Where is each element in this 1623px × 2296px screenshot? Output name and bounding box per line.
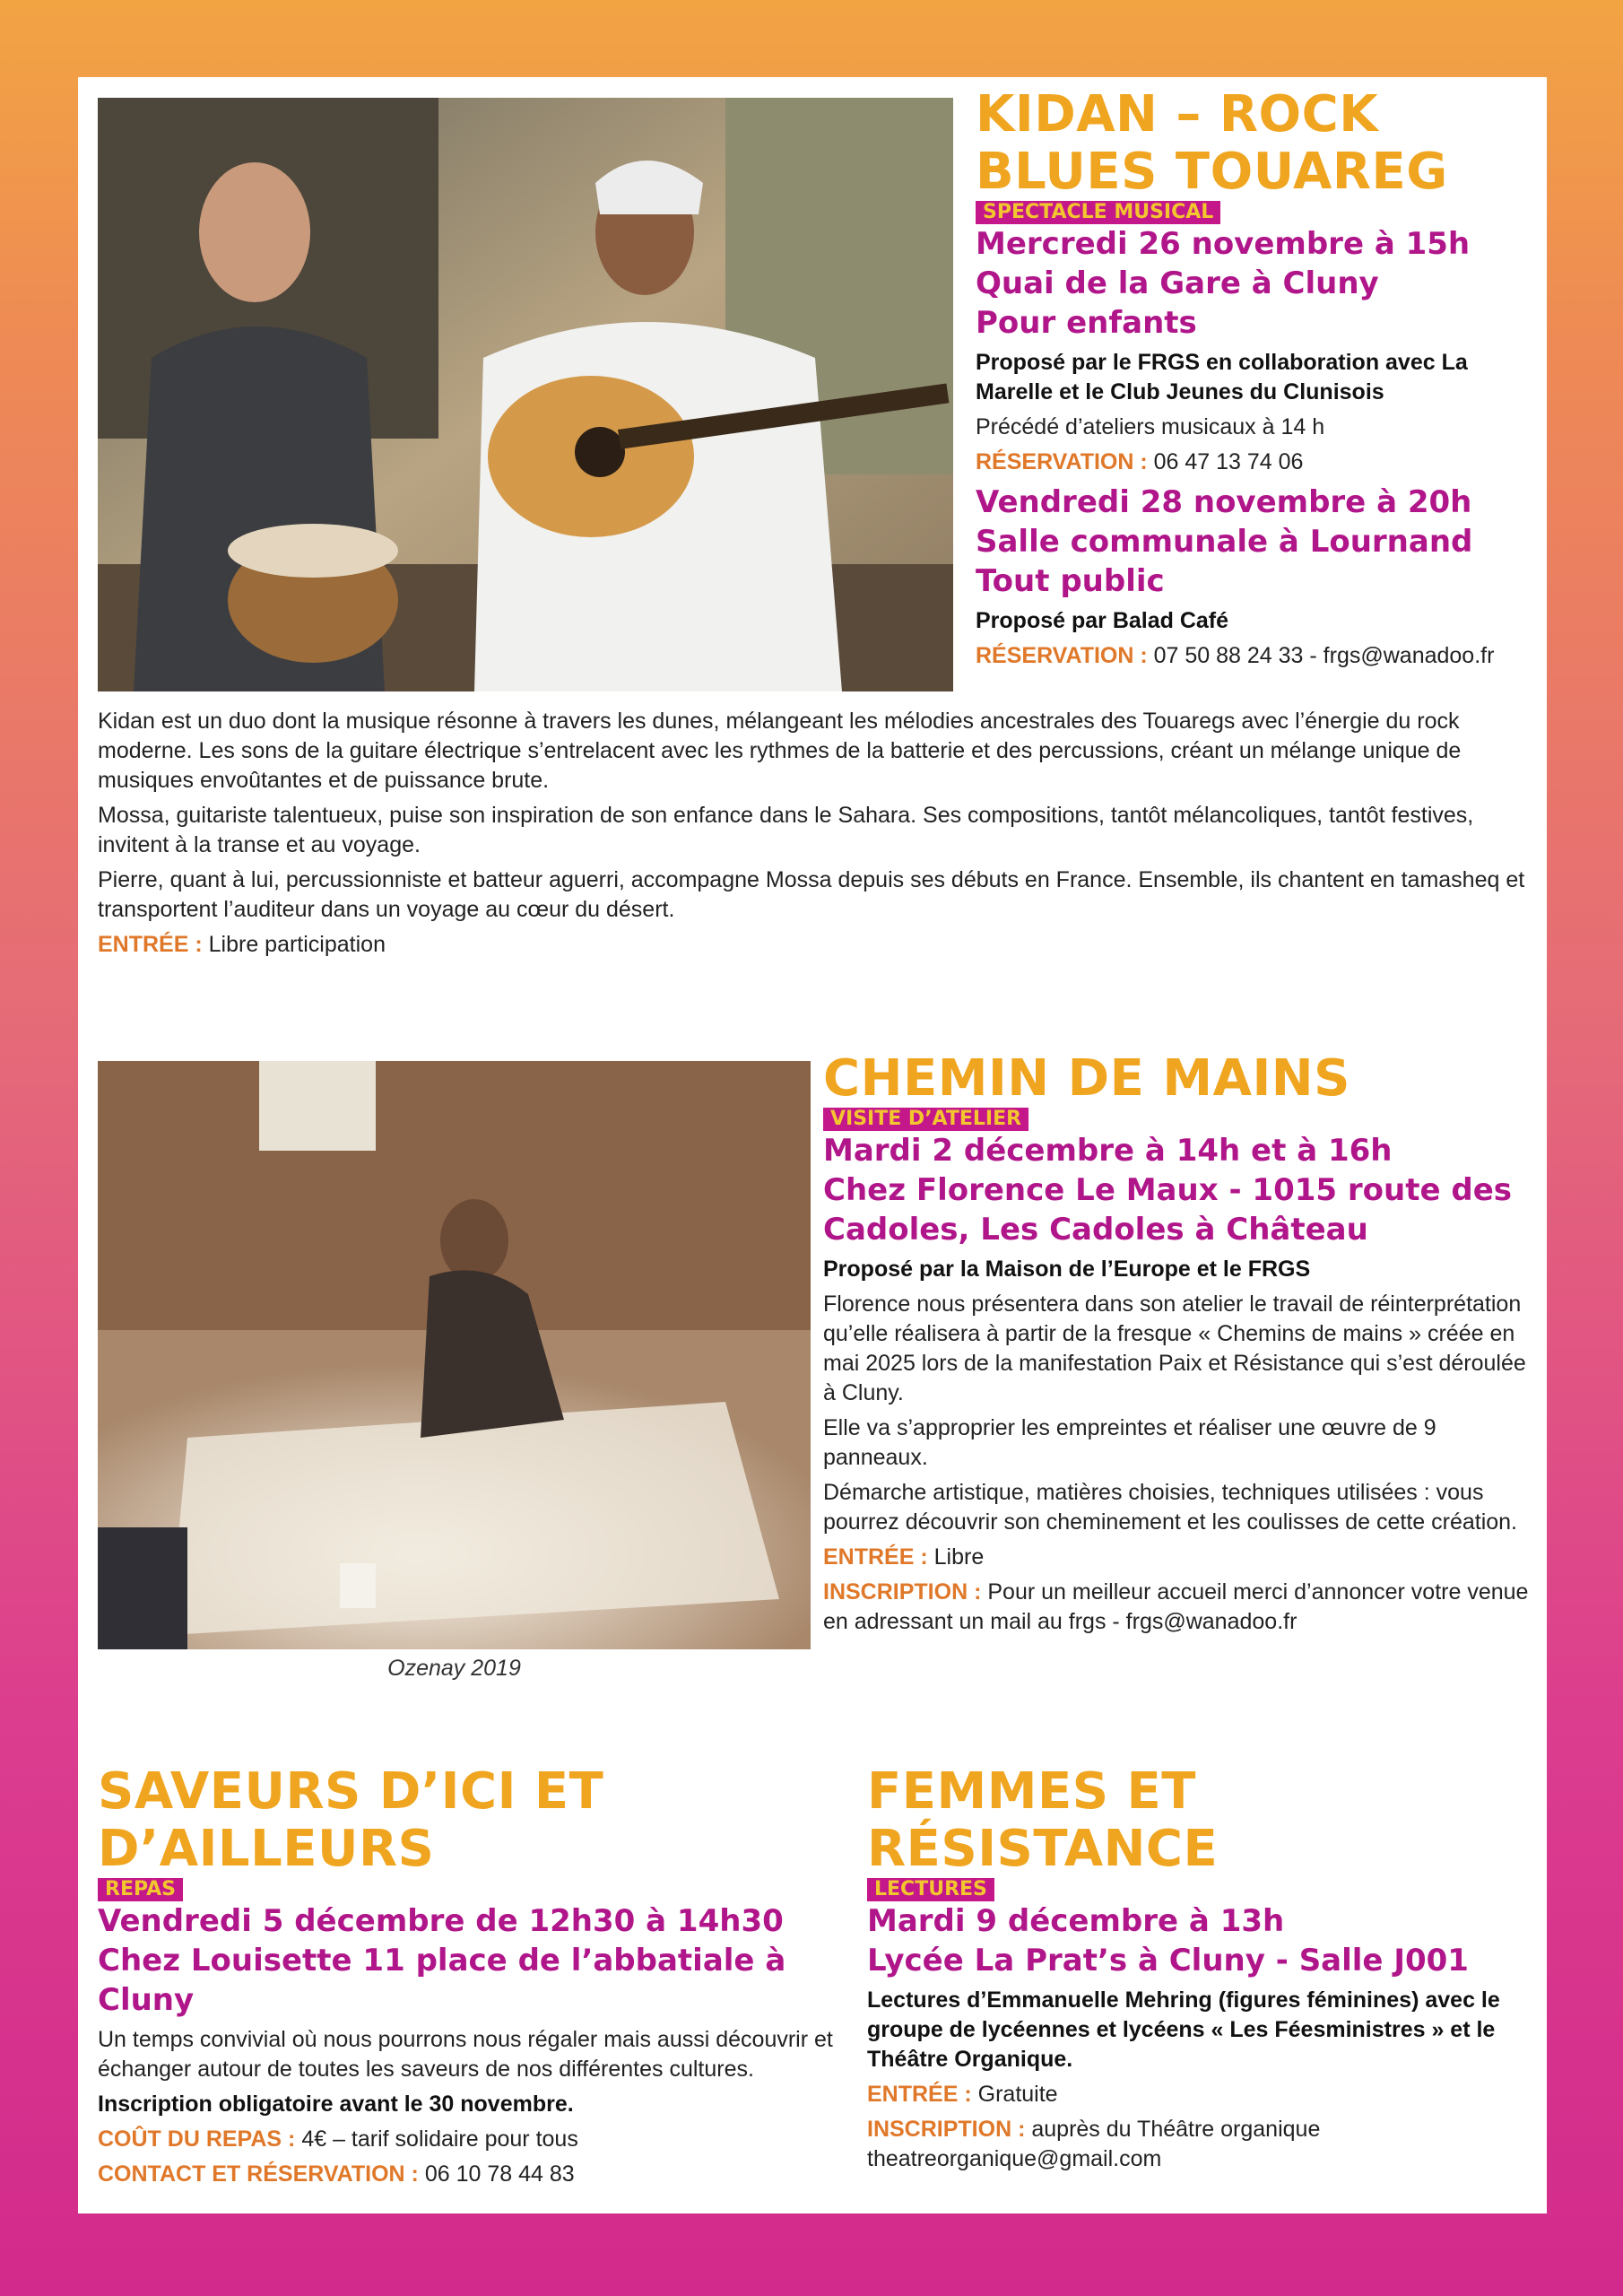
femmes-inscription xyxy=(867,2115,1535,2174)
inscription-value: Pour un meilleur accueil merci d’annoncer votre venue en adressant un mail au frgs - frgs@wanadoo.fr xyxy=(823,1579,1529,1634)
inscription-value: auprès du Théâtre organique theatreorganique@gmail.com xyxy=(867,2117,1321,2171)
saveurs-cost xyxy=(98,2125,842,2154)
kidan-audience1: Pour enfants xyxy=(976,305,1197,341)
kidan-proposed2: Proposé par Balad Café xyxy=(976,608,1229,633)
kidan-audience2: Tout public xyxy=(976,563,1165,599)
cost-label: COÛT DU REPAS : xyxy=(98,2126,296,2152)
kidan-photo xyxy=(98,98,953,691)
entry-label: ENTRÉE : xyxy=(98,932,203,957)
chemin-date: Mardi 2 décembre à 14h et à 16h xyxy=(823,1133,1393,1169)
entry-value: Libre participation xyxy=(208,932,386,957)
femmes-title-line1: FEMMES ET xyxy=(867,1762,1196,1821)
saveurs-title-line2: D’AILLEURS xyxy=(98,1820,435,1878)
saveurs-tag: REPAS xyxy=(98,1878,183,1901)
saveurs-title-line1: SAVEURS D’ICI ET xyxy=(98,1762,604,1821)
reservation-phone: 06 47 13 74 06 xyxy=(1153,449,1304,474)
cost-value: 4€ – tarif solidaire pour tous xyxy=(301,2126,578,2152)
contact-value: 06 10 78 44 83 xyxy=(424,2161,575,2187)
reservation-contact: 07 50 88 24 33 - frgs@wanadoo.fr xyxy=(1153,643,1495,668)
femmes-section xyxy=(867,1763,1535,2179)
kidan-date2: Vendredi 28 novembre à 20h xyxy=(976,484,1472,520)
chemin-entry xyxy=(823,1543,1533,1572)
reservation-label: RÉSERVATION : xyxy=(976,449,1148,474)
entry-value: Gratuite xyxy=(977,2082,1058,2107)
atelier-image xyxy=(98,1061,811,1649)
kidan-title-line2: BLUES TOUAREG xyxy=(976,143,1448,201)
kidan-entry xyxy=(98,930,1532,960)
saveurs-contact xyxy=(98,2160,842,2189)
chemin-photo-caption: Ozenay 2019 xyxy=(387,1656,521,1681)
chemin-desc2: Elle va s’approprier les empreintes et réaliser une œuvre de 9 panneaux. xyxy=(823,1415,1436,1470)
kidan-desc1: Kidan est un duo dont la musique résonne à travers les dunes, mélangeant les mélodies ancestrales des Touaregs avec l’énergie du rock moderne. Les sons de la guitare électrique s’entrelacent avec les rythmes de la batterie et des percussions, créant un mélange unique de musiques envoûtantes et de puissance brute. xyxy=(98,709,1462,793)
chemin-info xyxy=(823,1050,1533,1642)
saveurs-mandatory: Inscription obligatoire avant le 30 novembre. xyxy=(98,2092,574,2117)
flyer-panel xyxy=(78,77,1547,2213)
reservation-label: RÉSERVATION : xyxy=(976,643,1148,668)
femmes-desc: Lectures d’Emmanuelle Mehring (figures féminines) avec le groupe de lycéennes et lycéens « Les Féesministres » et le Théâtre Organique. xyxy=(867,1987,1500,2072)
contact-label: CONTACT ET RÉSERVATION : xyxy=(98,2161,419,2187)
chemin-desc3: Démarche artistique, matières choisies, techniques utilisées : vous pourrez découvrir son cheminement et les coulisses de cette création. xyxy=(823,1480,1517,1535)
inscription-label: INSCRIPTION : xyxy=(823,1579,982,1605)
chemin-photo xyxy=(98,1061,811,1649)
chemin-proposed: Proposé par la Maison de l’Europe et le FRGS xyxy=(823,1257,1311,1282)
saveurs-place: Chez Louisette 11 place de l’abbatiale à Cluny xyxy=(98,1943,786,2018)
kidan-place2: Salle communale à Lournand xyxy=(976,524,1473,560)
chemin-tag: VISITE D’ATELIER xyxy=(823,1108,1028,1131)
kidan-tag: SPECTACLE MUSICAL xyxy=(976,201,1220,224)
kidan-preceded: Précédé d’ateliers musicaux à 14 h xyxy=(976,414,1325,439)
kidan-reservation2 xyxy=(976,641,1532,671)
musicians-image xyxy=(98,98,953,691)
kidan-desc2: Mossa, guitariste talentueux, puise son inspiration de son enfance dans le Sahara. Ses compositions, tantôt mélancoliques, tantôt festives, invitent à la transe et au voyage. xyxy=(98,803,1474,857)
kidan-proposed1: Proposé par le FRGS en collaboration avec La Marelle et le Club Jeunes du Clunisois xyxy=(976,350,1468,404)
entry-label: ENTRÉE : xyxy=(823,1544,928,1570)
kidan-place1: Quai de la Gare à Cluny xyxy=(976,265,1379,301)
femmes-date: Mardi 9 décembre à 13h xyxy=(867,1903,1285,1939)
kidan-date1: Mercredi 26 novembre à 15h xyxy=(976,226,1471,262)
entry-label: ENTRÉE : xyxy=(867,2082,972,2107)
kidan-description xyxy=(98,701,1532,965)
saveurs-section xyxy=(98,1763,842,2195)
chemin-title: CHEMIN DE MAINS xyxy=(823,1049,1350,1108)
saveurs-desc: Un temps convivial où nous pourrons nous régaler mais aussi découvrir et échanger autour de toutes les saveurs de nos différentes cultures. xyxy=(98,2027,833,2082)
entry-value: Libre xyxy=(933,1544,985,1570)
inscription-label: INSCRIPTION : xyxy=(867,2117,1026,2142)
femmes-title-line2: RÉSISTANCE xyxy=(867,1820,1219,1878)
kidan-desc3: Pierre, quant à lui, percussionniste et batteur aguerri, accompagne Mossa depuis ses débuts en France. Ensemble, ils chantent en tamasheq et transportent l’auditeur dans un voyage au cœur du désert. xyxy=(98,867,1525,922)
saveurs-date: Vendredi 5 décembre de 12h30 à 14h30 xyxy=(98,1903,784,1939)
chemin-desc1: Florence nous présentera dans son atelier le travail de réinterprétation qu’elle réalisera à partir de la fresque « Chemins de mains » créée en mai 2025 lors de la manifestation Paix et Résistance qui s’est déroulée à Cluny. xyxy=(823,1292,1526,1405)
femmes-entry xyxy=(867,2080,1535,2109)
kidan-title-line1: KIDAN – ROCK xyxy=(976,85,1379,144)
chemin-inscription xyxy=(823,1578,1533,1637)
femmes-place: Lycée La Prat’s à Cluny - Salle J001 xyxy=(867,1943,1469,1979)
kidan-reservation1 xyxy=(976,448,1532,477)
chemin-place: Chez Florence Le Maux - 1015 route des Cadoles, Les Cadoles à Château xyxy=(823,1172,1513,1248)
kidan-info xyxy=(976,86,1532,676)
femmes-tag: LECTURES xyxy=(867,1878,994,1901)
